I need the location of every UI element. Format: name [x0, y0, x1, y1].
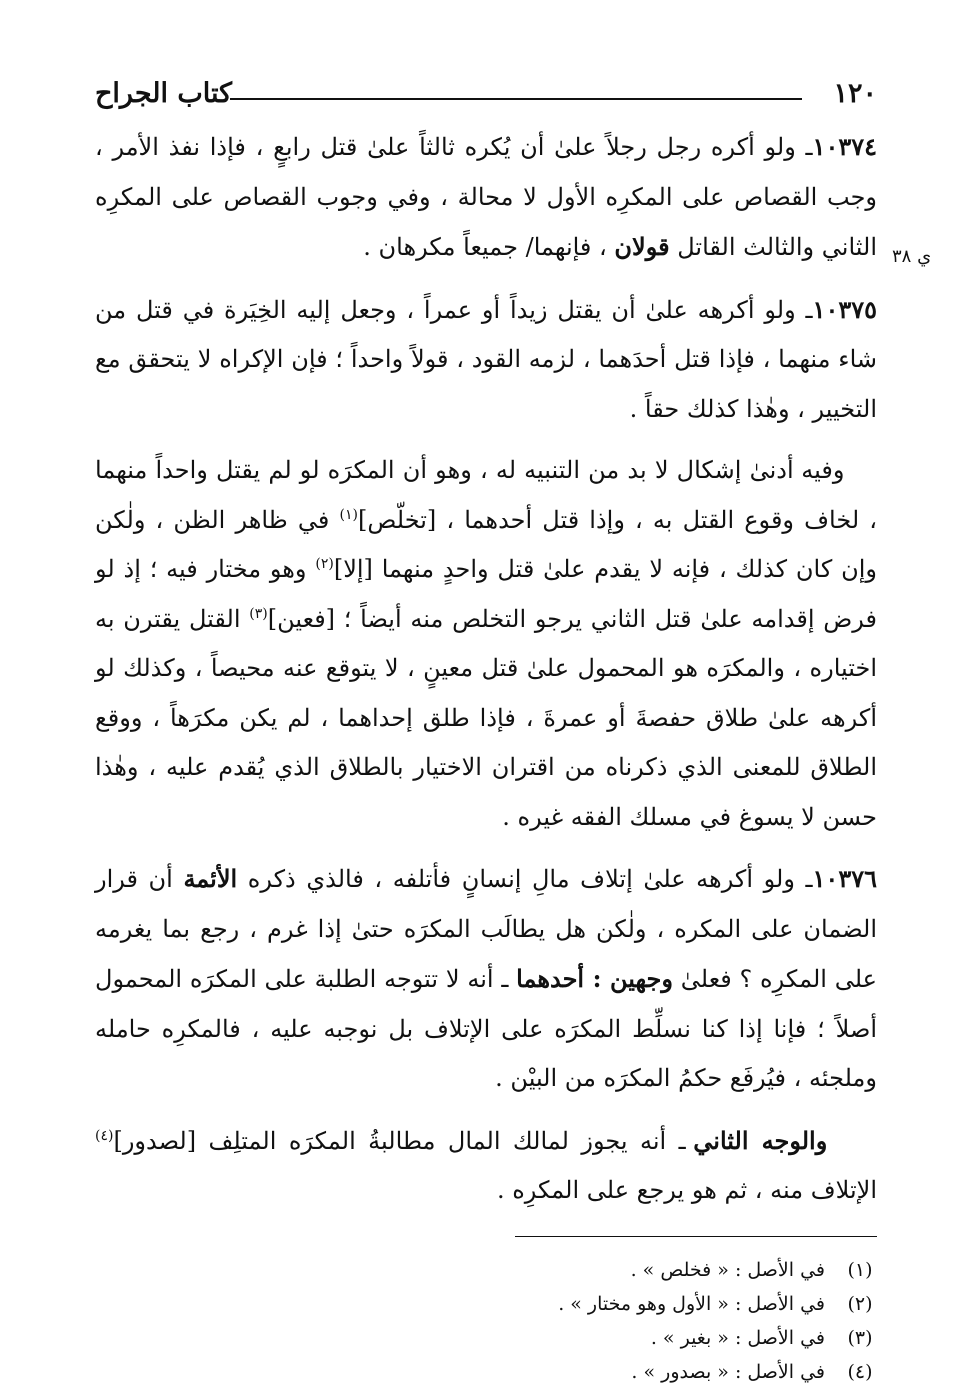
footnote-text: في الأصل : « الأول وهو مختار » .	[558, 1292, 825, 1315]
issue-number: ١٠٣٧٤	[812, 132, 877, 161]
paragraph-10374	[95, 122, 877, 273]
paragraph-text: ـ ولو أكرهه علىٰ إتلاف مالِ إنسانٍ فأتلفه ، فالذي ذكره	[237, 865, 813, 893]
paragraph-text: ـ أنه يجوز لمالك المال مطالبةُ المكرَه المتلِف [لصدور]	[113, 1126, 694, 1155]
paragraph-second-view	[95, 1116, 877, 1216]
paragraph-commentary	[95, 446, 877, 842]
paragraph-text: ـ ولو أكرهه علىٰ أن يقتل زيداً أو عمراً ، وجعل إليه الخِيَرة في قتل من شاء منهما ، فإذا قتل أحدَهما ، لزمه القود ، قولاً واحداً ؛ فإن الإكراه لا يتحقق مع التخيير ، وهٰذا كذلك حقاً .	[95, 295, 877, 423]
paragraph-text: القتل يقترن به اختياره ، والمكرَه هو المحمول علىٰ قتل معينٍ ، لا يتوقع عنه محيصاً ، وكذلك لو أكرهه علىٰ طلاق حفصةَ أو عمرةَ ، فإذا طلق إحداهما ، لم يكن مكرَهاً ، ووقع الطلاق للمعنى الذي ذكرناه من اقتران الاختيار بالطلاق الذي يُقدم عليه ، وهٰذا حسن لا يسوغ في مسلك الفقه غيره .	[95, 604, 877, 831]
issue-number: ١٠٣٧٦	[812, 864, 877, 893]
running-header	[95, 78, 877, 122]
footnote-text: في الأصل : « بغير » .	[650, 1326, 825, 1349]
footnote-ref[interactable]: (٢)	[315, 556, 334, 572]
bold-term: والوجه الثاني	[693, 1125, 828, 1155]
footnote-text: في الأصل : « بصدور » .	[631, 1360, 825, 1383]
footnote-ref[interactable]: (٣)	[249, 605, 268, 622]
paragraph-text: ، فإنهما/ جميعاً مكرهان .	[363, 233, 615, 261]
paragraph-10375	[95, 285, 877, 435]
paragraph-text: وفيه أدنىٰ إشكال لا بد من التنبيه له ، وهو أن المكرَه لو لم يقتل واحداً منهما ، لخاف وقوع القتل به ، وإذا قتل أحدهما ، [تخلّص]	[95, 456, 877, 534]
footnote-item	[95, 1355, 877, 1389]
paragraph-text: أن قرار الضمان على المكره ، ولٰكن هل يطالَب المكرَه حتىٰ إذا غرم ، رجع بما يغرمه على المكرِه ؟ فعلىٰ	[95, 865, 878, 993]
footnote-number: (٤)	[847, 1360, 873, 1383]
footnote-item	[95, 1253, 877, 1287]
paragraph-text: الإتلاف منه ، ثم هو يرجع على المكرِه .	[496, 1176, 877, 1204]
footnote-number: (٣)	[847, 1326, 873, 1349]
book-page	[95, 78, 877, 1389]
bold-term: الأئمة	[183, 864, 238, 893]
footnote-number: (٢)	[847, 1292, 873, 1315]
chapter-title: كتاب الجراح	[95, 78, 233, 109]
header-rule	[230, 98, 802, 100]
paragraph-text: وهو مختار فيه ؛ إذ لو فرض إقدامه علىٰ قتل الثاني يرجو التخلص منه أيضاً ؛ [فعين]	[95, 555, 878, 633]
footnote-ref[interactable]: (١)	[339, 506, 358, 523]
bold-term: قولان	[614, 232, 670, 261]
footnote-number: (١)	[847, 1258, 873, 1281]
footnote-item	[95, 1321, 877, 1355]
paragraph-text: في ظاهر الظن ، ولٰكن وإن كان كذلك ، فإنه لا يقدم علىٰ قتل واحدٍ منهما [إلا]	[95, 505, 878, 583]
footnotes	[95, 1253, 877, 1389]
margin-folio-note: ي ٣٨	[892, 246, 932, 267]
footnote-text: في الأصل : « فخلص » .	[630, 1258, 825, 1281]
main-text	[95, 122, 877, 1216]
bold-term: وجهين : أحدهما	[516, 964, 673, 993]
issue-number: ١٠٣٧٥	[812, 294, 877, 324]
footnote-separator	[515, 1236, 877, 1237]
footnote-ref[interactable]: (٤)	[95, 1127, 114, 1144]
paragraph-10376	[95, 854, 877, 1104]
footnote-item	[95, 1287, 877, 1321]
page-number: ١٢٠	[833, 78, 877, 109]
paragraph-text: ـ ولو أكره رجل رجلاً علىٰ أن يُكره ثالثاً علىٰ قتل رابعٍ ، فإذا نفذ الأمر ، وجب القصاص على المكرِه الأول لا محالة ، وفي وجوب القصاص على المكرِه الثاني والثالث القاتل	[95, 133, 877, 261]
paragraph-text: ـ أنه لا تتوجه الطلبة على المكرَه المحمول أصلاً ؛ فإنا إذا كنا نسلِّط المكرَه على الإتلاف بل نوجبه عليه ، فالمكرِه حامله وملجئه ، فيُرفَع حكمُ المكرَه من البيْن .	[95, 965, 877, 1092]
